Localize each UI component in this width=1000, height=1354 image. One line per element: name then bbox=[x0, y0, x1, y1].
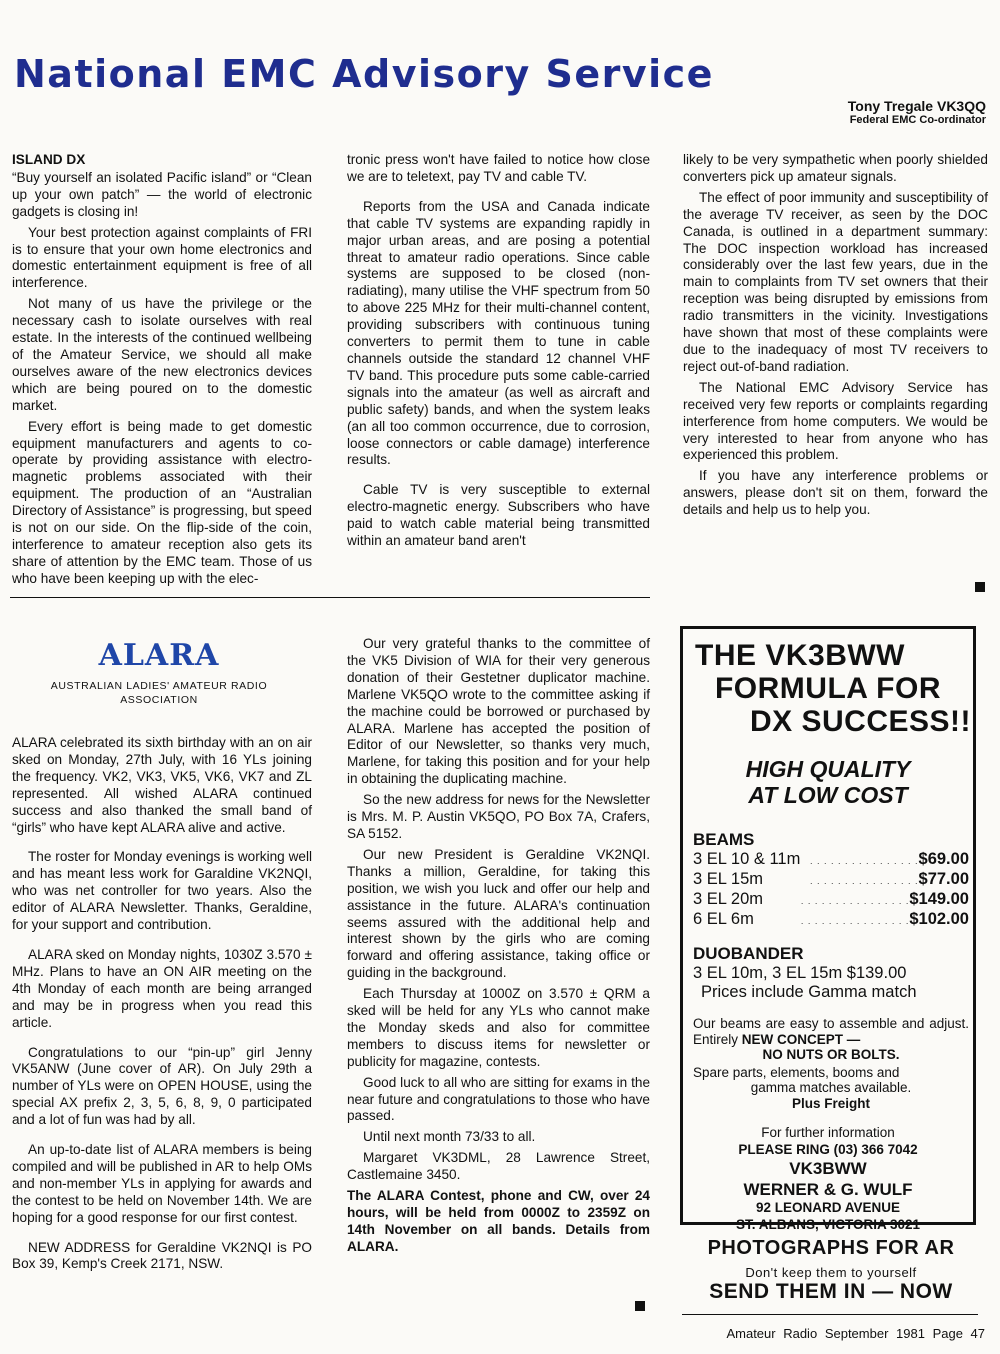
paragraph: tronic press won't have failed to notice how close we are to teletext, pay TV and cable TV. bbox=[347, 152, 650, 184]
author-name: Tony Tregale VK3QQ bbox=[847, 98, 986, 114]
paragraph: Good luck to all who are sitting for exams in the near future and congratulations to those who have passed. bbox=[347, 1074, 650, 1124]
contest-note bbox=[347, 1188, 650, 1256]
assemble-text bbox=[693, 1016, 969, 1047]
page-footer bbox=[726, 1326, 985, 1341]
paragraph: Cable TV is very susceptible to external electro-magnetic energy. Subscribers who have paid to watch cable material being transmitted within an amateur band aren't bbox=[347, 482, 650, 549]
paragraph: Every effort is being made to get domestic equipment manufacturers and agents to co-operate by providing assistance with electro-magnetic problems associated with their equipment. The production of an “Australian Directory of Assistance” is progressing, but speed is not on our side. On the flip-side of the coin, interference to amateur reception also gets its share of attention by the EMC team. Those of us who have been keeping up with the elec- bbox=[12, 418, 312, 586]
photos-title: PHOTOGRAPHS FOR AR bbox=[707, 1237, 955, 1259]
duobander-note: Prices include Gamma match bbox=[701, 983, 917, 1001]
ad-headline-line: DX SUCCESS!! bbox=[749, 705, 971, 738]
end-mark bbox=[635, 1301, 645, 1311]
photos-call-to-action: SEND THEM IN — NOW bbox=[709, 1280, 953, 1303]
emc-column-1 bbox=[12, 152, 312, 588]
price-row bbox=[693, 890, 969, 910]
paragraph: Our very grateful thanks to the committee of the VK5 Division of WIA for their very generous donation of their Gestetner duplicator machine. Marlene VK5QO wrote to the committee asking if the machine could be borrowed or purchased by ALARA. Marlene has accepted the position of Editor of our Newsletter, so thanks very much, Marlene, for taking this position and for your help in obtaining the duplicating machine. bbox=[347, 636, 650, 787]
paragraph: “Buy yourself an isolated Pacific island” or “Clean up your own patch” — the world of electronic gadgets is closing in! bbox=[12, 169, 312, 219]
paragraph: So the new address for news for the Newsletter is Mrs. M. P. Austin VK5QO, PO Box 7A, Crafers, SA 5152. bbox=[347, 792, 650, 841]
paragraph: An up-to-date list of ALARA members is being compiled and will be published in AR to help OMs and non-member YLs in applying for awards and the contest to be held on November 14th. We are hoping for a good response for our first contest. bbox=[12, 1142, 312, 1225]
new-concept-text: NEW CONCEPT — bbox=[741, 1031, 861, 1047]
duobander-label: DUOBANDER bbox=[693, 944, 804, 963]
section-subhead: ISLAND DX bbox=[12, 152, 86, 167]
ad-contact bbox=[683, 1125, 973, 1233]
ad-subhead bbox=[683, 756, 973, 808]
paragraph: The effect of poor immunity and susceptibility of the average TV receiver, as seen by the DOC Canada, is outlined in a department summary: The DOC inspection workload has increased considerably over the last few years, due in the main to complaints from TV set owners that their reception was being disrupted by emissions from radio transmitters in the vicinity. Investigations have shown that most of these complaints were due to the inadequacy of most TV receivers to reject out-of-band radiation. bbox=[683, 189, 988, 374]
ad-names: WERNER & G. WULF bbox=[743, 1180, 913, 1199]
price-item: 3 EL 20m bbox=[693, 890, 764, 908]
ad-callsign: VK3BWW bbox=[789, 1159, 867, 1178]
beams-label: BEAMS bbox=[693, 830, 755, 849]
paragraph: The National EMC Advisory Service has received very few reports or complaints regarding interference from home computers. We would be very interested to hear from anyone who has experienced this problem. bbox=[683, 379, 988, 463]
paragraph: Each Thursday at 1000Z on 3.570 ± QRM a sked will be held for any YLs who cannot make the Monday skeds and also for committee members to discuss items for newsletter or publicity for magazine, contests. bbox=[347, 986, 650, 1069]
ad-headline bbox=[683, 639, 973, 738]
alara-subtitle-text: AUSTRALIAN LADIES' AMATEUR RADIO ASSOCIATION bbox=[50, 680, 268, 706]
paragraph: likely to be very sympathetic when poorly shielded converters pick up amateur signals. bbox=[683, 152, 988, 184]
duobander-details bbox=[693, 964, 969, 1002]
paragraph: Margaret VK3DML, 28 Lawrence Street, Castlemaine 3450. bbox=[347, 1150, 650, 1183]
author-role: Federal EMC Co-ordinator bbox=[849, 114, 986, 126]
paragraph: Not many of us have the privilege or the necessary cash to isolate ourselves with real estate. In the interests of the continued wellbeing of the Amateur Service, we should all make ourselves aware of the new electronics devices which are being poured on to the domestic market. bbox=[12, 296, 312, 413]
footer-magazine: Amateur Radio bbox=[726, 1326, 818, 1341]
paragraph: Congratulations to our “pin-up” girl Jenny VK5ANW (June cover of AR). On July 29th a number of YLs were on OPEN HOUSE, using the special AX prefix 2, 3, 5, 6, 8, 9, 0 participated and a lot of fun was had by all. bbox=[12, 1044, 312, 1128]
ad-city: ST. ALBANS, VICTORIA 3021 bbox=[735, 1216, 921, 1232]
paragraph: Our new President is Geraldine VK2NQI. Thanks a million, Geraldine, for taking this position, we wish you luck and offer our help and assistance in the future. ALARA's continuation seems assured with the additional help and interest shown by the girls who are coming forward and offering assistance, taking office or guiding in the background. bbox=[347, 846, 650, 981]
alara-title: ALARA bbox=[98, 638, 220, 673]
price-item: 3 EL 15m bbox=[693, 870, 764, 888]
price-value: $77.00 bbox=[918, 870, 969, 888]
price-item: 3 EL 10 & 11m bbox=[693, 850, 801, 868]
paragraph: Your best protection against complaints of FRI is to ensure that your own home electronics and domestic entertainment equipment is free of all interference. bbox=[12, 224, 312, 291]
photos-divider bbox=[682, 1314, 978, 1315]
byline bbox=[848, 98, 986, 126]
price-value: $149.00 bbox=[909, 890, 969, 908]
info-label: For further information bbox=[761, 1125, 895, 1140]
leader-dots: . . . . . . . . . . . . . . . . bbox=[800, 896, 910, 906]
ad-headline-line: THE VK3BWW bbox=[695, 639, 905, 672]
emc-column-2 bbox=[347, 152, 650, 550]
freight-text: Plus Freight bbox=[791, 1095, 870, 1111]
paragraph: Reports from the USA and Canada indicate that cable TV systems are expanding rapidly in major urban areas, and are posing a potential threat to amateur radio operations. Since cable systems are supposed to be closed (non-radiating), many utilise the VHF spectrum from 50 to above 225 MHz for their multi-channel content, providing subscribers with continuous tuning converters to permit them to tune in cable channels outside the standard 12 channel VHF TV band. This procedure puts some cable-carried signals into the amateur (as well as aircraft and public safety) bands, and when the system leaks (an all too common occurrence, due to corrosion, loose connectors or cable damage) interference results. bbox=[347, 198, 650, 468]
spare-parts-text: Spare parts, elements, booms and bbox=[693, 1064, 900, 1080]
price-value: $102.00 bbox=[909, 910, 969, 928]
paragraph: Until next month 73/33 to all. bbox=[363, 1129, 536, 1145]
price-item: 6 EL 6m bbox=[693, 910, 754, 928]
alara-column-1 bbox=[12, 735, 312, 1273]
leader-dots: . . . . . . . . . . . . . . . . bbox=[800, 916, 910, 926]
duobander-item-text: 3 EL 10m, 3 EL 15m $139.00 bbox=[693, 964, 907, 982]
phone-number: PLEASE RING (03) 366 7042 bbox=[738, 1141, 918, 1157]
end-mark bbox=[975, 582, 985, 592]
no-nuts-text: NO NUTS OR BOLTS. bbox=[762, 1047, 900, 1062]
price-row bbox=[693, 850, 969, 870]
paragraph: NEW ADDRESS for Geraldine VK2NQI is PO Box 39, Kemp's Creek 2171, NSW. bbox=[12, 1239, 312, 1272]
paragraph: The roster for Monday evenings is working well and has meant less work for Garaldine VK2NQI, who was net controller for two years. Also the editor of ALARA Newsletter. Thanks, Geraldine, for your support and contribution. bbox=[12, 849, 312, 933]
photos-subtitle: Don't keep them to yourself bbox=[745, 1265, 917, 1280]
price-value: $69.00 bbox=[918, 850, 969, 868]
alara-subtitle bbox=[10, 679, 308, 707]
page-title: National EMC Advisory Service bbox=[14, 52, 714, 96]
emc-column-3 bbox=[683, 152, 988, 519]
ad-subhead-line: AT LOW COST bbox=[748, 782, 908, 808]
leader-dots: . . . . . . . . . . . . . . . . bbox=[810, 876, 919, 886]
ad-subhead-line: HIGH QUALITY bbox=[745, 756, 911, 782]
paragraph: ALARA sked on Monday nights, 1030Z 3.570 ± MHz. Plans to have an ON AIR meeting on the 4th Monday of each month are being arranged and may be in progress when you read this article. bbox=[12, 946, 312, 1030]
vk3bww-advertisement bbox=[680, 626, 976, 1232]
paragraph: If you have any interference problems or answers, please don't sit on them, forward the details and help us to help you. bbox=[683, 468, 988, 518]
paragraph: ALARA celebrated its sixth birthday with an on air sked on Monday, 27th July, with 16 YLs joining the frequency. VK2, VK3, VK5, VK6, VK7 and ZL represented. All wished ALARA continued success and also thanked the small band of “girls” who have kept ALARA alive and active. bbox=[12, 735, 312, 835]
price-row bbox=[693, 910, 969, 930]
footer-issue: September 1981 bbox=[824, 1326, 925, 1341]
contest-note-text: The ALARA Contest, phone and CW, over 24 hours, will be held from 0000Z to 2359Z on 14th November on all bands. Details from ALARA. bbox=[347, 1188, 650, 1254]
ad-street: 92 LEONARD AVENUE bbox=[755, 1200, 901, 1215]
ad-features bbox=[693, 1016, 969, 1111]
section-divider bbox=[10, 597, 650, 598]
footer-page: Page 47 bbox=[932, 1326, 985, 1341]
alara-column-2 bbox=[347, 636, 650, 1256]
assemble-line: Our beams are easy to assemble and adjust. Entirely bbox=[693, 1016, 969, 1047]
ad-headline-line: FORMULA FOR bbox=[714, 672, 942, 705]
gamma-matches-text: gamma matches available. bbox=[750, 1080, 912, 1095]
leader-dots: . . . . . . . . . . . . . . . . bbox=[810, 856, 919, 866]
price-row bbox=[693, 870, 969, 890]
duobander-item bbox=[693, 964, 969, 983]
